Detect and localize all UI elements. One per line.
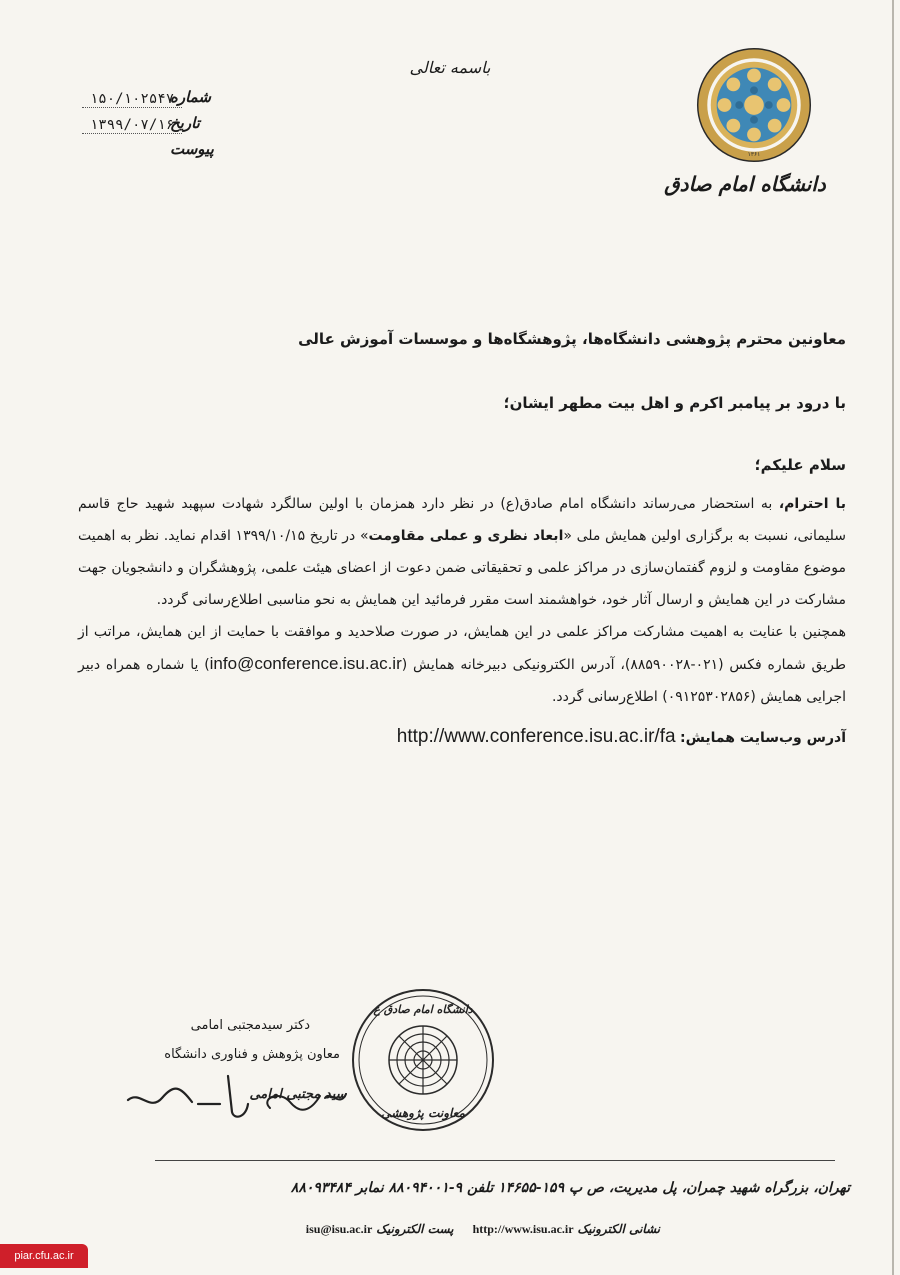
svg-text:دانشگاه امام صادق ع: دانشگاه امام صادق ع: [373, 1003, 473, 1016]
meta-number: [62, 88, 212, 114]
watermark-badge: piar.cfu.ac.ir: [0, 1244, 88, 1268]
greeting-line: با درود بر پیامبر اکرم و اهل بیت مطهر ایشان؛: [503, 394, 846, 412]
paragraph-1-text-b: » در تاریخ ۱۳۹۹/۱۰/۱۵ اقدام نماید. نظر به اهمیت موضوع مقاومت و لزوم گفتمان‌سازی در مراکز علمی و تحقیقاتی ضمن دعوت از اعضای هیئت علمی، پژوهشگران و دانشجویان جهت مشارکت در این همایش و ارسال آثار خود، خواهشمند است مقرر فرمائید این همایش به نحو مناسبی اطلاع‌رسانی گردد.: [78, 528, 846, 608]
handwritten-signature: [120, 1068, 350, 1128]
footer-contacts: [240, 1222, 660, 1237]
letter-meta: [62, 88, 212, 166]
university-name: دانشگاه امام صادق: [664, 172, 826, 196]
conference-title: ابعاد نظری و عملی مقاومت: [368, 528, 564, 544]
official-stamp-icon: [348, 985, 498, 1135]
web-url: http://www.isu.ac.ir: [472, 1222, 574, 1236]
secretariat-email: info@conference.isu.ac.ir: [209, 654, 402, 673]
invocation-text: باسمه تعالی: [409, 58, 491, 77]
university-logo-icon: [695, 46, 813, 164]
attachment-label: پیوست: [170, 140, 214, 158]
signatory-title: معاون پژوهش و فناوری دانشگاه: [164, 1047, 340, 1062]
paragraph-2-text-a: همچنین با عنایت به اهمیت مشارکت مراکز علمی در این همایش، در صورت صلاحدید و موافقت با حمایت از این همایش، مراتب از طریق شماره فکس (۰۲۱-۸۸۵۹۰۰۲۸)، آدرس الکترونیکی دبیرخانه همایش (: [78, 624, 846, 673]
letter-number: ۱۵۰/۱۰۲۵۴۷: [82, 91, 182, 108]
paragraph-2: [78, 616, 846, 713]
meta-attachment: [62, 140, 212, 166]
letter-body: [78, 330, 846, 755]
scan-edge: [892, 0, 894, 1275]
footer-divider: [155, 1160, 835, 1161]
website-label: آدرس وب‌سایت همایش:: [680, 730, 846, 746]
svg-text:معاونت پژوهشی: معاونت پژوهشی: [381, 1106, 465, 1120]
website-row: [78, 719, 846, 755]
svg-text:سید مجتبی امامی: سید مجتبی امامی: [249, 1087, 347, 1102]
email-label: پست الکترونیک: [376, 1222, 454, 1236]
svg-text:۱۳۶۱: ۱۳۶۱: [747, 152, 761, 159]
paragraph-1: [78, 488, 846, 616]
meta-date: [62, 114, 212, 140]
signatory-name: دکتر سیدمجتبی امامی: [190, 1018, 310, 1033]
paragraph-2-text-b: ) یا شماره همراه دبیر اجرایی همایش (۰۹۱۲۵۳۰۲۸۵۶) اطلاع‌رسانی گردد.: [78, 657, 846, 705]
letter-date: ۱۳۹۹/۰۷/۱۶: [82, 117, 182, 134]
signature-block: [120, 1010, 340, 1068]
footer-address: تهران، بزرگراه شهید چمران، پل مدیریت، ص پ ۱۵۹-۱۴۶۵۵ تلفن ۹-۸۸۰۹۴۰۰۱ نمابر ۸۸۰۹۳۴۸۴: [290, 1180, 850, 1196]
web-label: نشانی الکترونیک: [577, 1222, 660, 1236]
salutation-line: سلام علیکم؛: [754, 456, 846, 474]
letter-date-label: تاریخ: [170, 114, 200, 132]
letter-number-label: شماره: [170, 88, 211, 106]
website-url: http://www.conference.isu.ac.ir/fa: [396, 726, 676, 747]
paragraph-1-text-a: به استحضار می‌رساند دانشگاه امام صادق(ع) در نظر دارد همزمان با اولین سالگرد شهادت سپهبد شهید حاج قاسم سلیمانی، نسبت به برگزاری اولین همایش ملی «: [78, 496, 846, 544]
recipient-line: معاونین محترم پژوهشی دانشگاه‌ها، پژوهشگاه‌ها و موسسات آموزش عالی: [298, 330, 846, 348]
paragraph-1-opening: با احترام،: [778, 496, 847, 512]
footer-email: isu@isu.ac.ir: [305, 1222, 373, 1236]
